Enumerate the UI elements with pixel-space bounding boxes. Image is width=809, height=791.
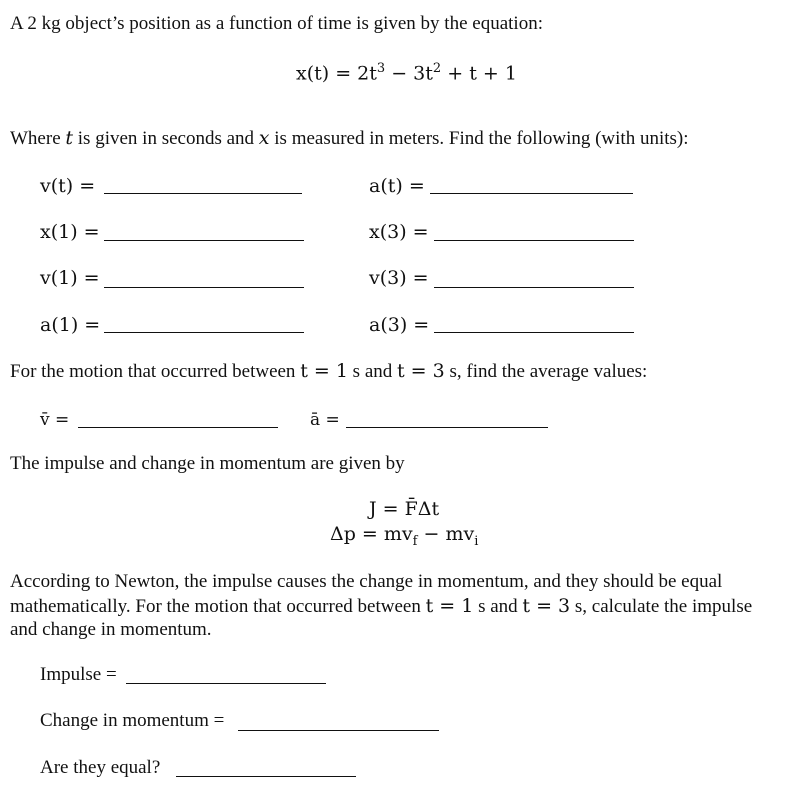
momentum-equation-lhs: Δp = mv bbox=[330, 523, 413, 545]
intro-text: A 2 kg object’s position as a function of time is given by the equation: bbox=[10, 13, 543, 34]
newton-paragraph-part: mathematically. For the motion that occurred between bbox=[10, 596, 426, 617]
position-equation bbox=[296, 57, 517, 85]
position-equation-exponent-3: 3 bbox=[376, 61, 386, 76]
average-velocity-label: v̄ = bbox=[40, 410, 70, 430]
units-sentence bbox=[10, 126, 689, 151]
time-equation-3: t = 3 bbox=[397, 360, 445, 382]
answer-line-a-1[interactable] bbox=[104, 332, 304, 333]
units-sentence-part: is measured in meters. Find the following (with units): bbox=[269, 128, 689, 149]
answer-line-a-3[interactable] bbox=[434, 332, 634, 333]
position-equation-lhs: x(t) = 2t bbox=[296, 62, 377, 85]
average-sentence-part: For the motion that occurred between bbox=[10, 361, 301, 382]
subscript-i: i bbox=[474, 533, 479, 549]
answer-line-x-3[interactable] bbox=[434, 240, 634, 241]
position-equation-mid: − 3t bbox=[385, 62, 433, 85]
impulse-intro-text: The impulse and change in momentum are given by bbox=[10, 453, 405, 474]
impulse-equation: J = F̄Δt bbox=[369, 498, 440, 520]
momentum-equation-mid: − mv bbox=[417, 523, 475, 545]
answer-line-x-1[interactable] bbox=[104, 240, 304, 241]
answer-line-are-they-equal[interactable] bbox=[176, 776, 356, 777]
field-label-a-3: a(3) = bbox=[369, 314, 430, 336]
answer-line-v-1[interactable] bbox=[104, 287, 304, 288]
time-equation-3: t = 3 bbox=[522, 595, 571, 617]
position-equation-rhs: + t + 1 bbox=[441, 62, 517, 85]
average-acceleration-label: ā = bbox=[310, 410, 340, 430]
field-label-x-3: x(3) = bbox=[369, 221, 429, 243]
answer-line-change-in-momentum[interactable] bbox=[238, 730, 439, 731]
field-label-a-t: a(t) = bbox=[369, 175, 425, 197]
newton-paragraph-line-2 bbox=[10, 594, 752, 619]
answer-line-a-t[interactable] bbox=[430, 193, 633, 194]
field-label-a-1: a(1) = bbox=[40, 314, 101, 336]
variable-x: x bbox=[258, 127, 270, 149]
time-equation-1: t = 1 bbox=[300, 360, 348, 382]
average-sentence-part: s and bbox=[347, 361, 397, 382]
newton-paragraph-line-1: According to Newton, the impulse causes the change in momentum, and they should be equal bbox=[10, 571, 723, 592]
answer-line-v-t[interactable] bbox=[104, 193, 302, 194]
average-sentence-part: s, find the average values: bbox=[444, 361, 648, 382]
answer-line-impulse[interactable] bbox=[126, 683, 326, 684]
are-they-equal-label: Are they equal? bbox=[40, 757, 161, 778]
field-label-x-1: x(1) = bbox=[40, 221, 100, 243]
field-label-v-1: v(1) = bbox=[40, 267, 100, 289]
units-sentence-part: is given in seconds and bbox=[73, 128, 259, 149]
time-equation-1: t = 1 bbox=[425, 595, 474, 617]
answer-line-v-3[interactable] bbox=[434, 287, 634, 288]
answer-line-average-acceleration[interactable] bbox=[346, 427, 548, 428]
average-sentence bbox=[10, 359, 647, 384]
momentum-equation bbox=[330, 522, 478, 554]
impulse-label: Impulse = bbox=[40, 664, 117, 685]
field-label-v-3: v(3) = bbox=[369, 267, 429, 289]
position-equation-exponent-2: 2 bbox=[432, 61, 442, 76]
newton-paragraph-part: s, calculate the impulse bbox=[570, 596, 753, 617]
answer-line-average-velocity[interactable] bbox=[78, 427, 278, 428]
variable-t: t bbox=[65, 127, 74, 149]
subscript-f: f bbox=[412, 533, 418, 549]
field-label-v-t: v(t) = bbox=[40, 175, 96, 197]
change-in-momentum-label: Change in momentum = bbox=[40, 710, 225, 731]
newton-paragraph-part: s and bbox=[473, 596, 523, 617]
newton-paragraph-line-3: and change in momentum. bbox=[10, 619, 212, 640]
units-sentence-part: Where bbox=[10, 128, 66, 149]
